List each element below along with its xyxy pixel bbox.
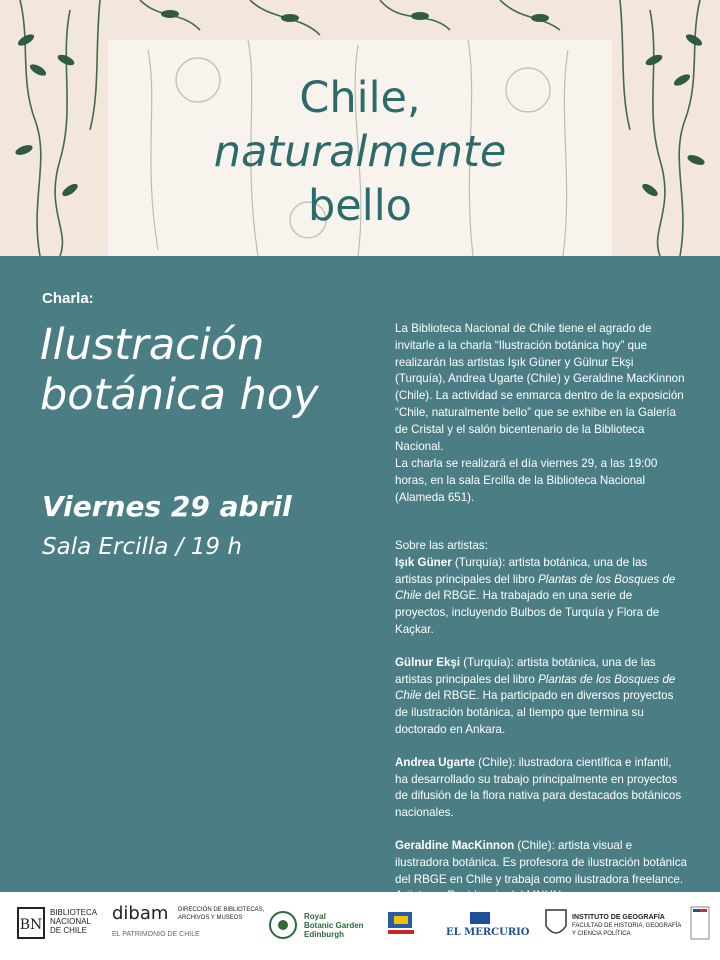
exhibition-title-line3: bello	[308, 181, 412, 231]
el-mercurio-icon	[470, 910, 490, 926]
event-venue: Sala Ercilla / 19 h	[42, 534, 242, 560]
artist-bio-text: : artista visual e ilustradora botánica. Es profesora de ilustración botánica del RBGE en Chile y trabaja como ilustradora freelance.	[395, 838, 687, 886]
sponsor-logo-icon	[386, 908, 416, 938]
artist-bio	[395, 655, 687, 739]
intro-paragraph: La Biblioteca Nacional de Chile tiene el agrado de invitarle a la charla “Ilustración botánica hoy” que realizarán las artistas Işık Güner y Gülnur Ekşi (Turquía), Andrea Ugarte (Chile) y Geraldine MacKinnon (Chile). La actividad se enmarca dentro de la exposición “Chile, naturalmente bello” que se exhibe en la Galería de Cristal y el salón bicentenario de la Biblioteca Nacional.	[395, 322, 685, 453]
rbge-logo-icon	[268, 910, 298, 940]
artist-name: Andrea Ugarte	[395, 755, 475, 769]
artists-heading: Sobre las artistas:	[395, 539, 488, 552]
dibam-tagline: EL PATRIMONIO DE CHILE	[112, 931, 200, 938]
sponsor-footer	[0, 892, 720, 960]
logo-text: DE CHILE	[50, 926, 87, 935]
artist-country: (Chile)	[474, 755, 513, 769]
logo-text: Botanic Garden	[304, 921, 364, 930]
logo-text: BIBLIOTECA	[50, 908, 98, 917]
artist-country: (Chile)	[514, 838, 552, 852]
logo-text: Y CIENCIA POLÍTICA	[572, 931, 631, 937]
artists-section	[395, 538, 687, 921]
biblioteca-nacional-logo	[50, 908, 97, 935]
talk-title	[40, 320, 319, 420]
logo-text: Royal	[304, 912, 326, 921]
artist-bio-text: del RBGE. Ha participado en diversos proyectos de ilustración botánica, al tiempo que termina su doctorado en Ankara.	[395, 689, 674, 736]
university-crest-icon	[544, 908, 568, 940]
rbge-logo	[304, 912, 364, 939]
el-mercurio-logo: EL MERCURIO	[446, 927, 530, 938]
book-title: Plantas de los Bosques de Chile	[395, 572, 676, 603]
book-title: Plantas de los Bosques de Chile	[395, 672, 676, 703]
artist-bio-text: : ilustradora científica e infantil, ha desarrollado su trabajo principalmente en proyectos de difusión de la flora nativa para destacados botánicos nacionales.	[395, 755, 682, 820]
artist-name: Geraldine MacKinnon	[395, 838, 515, 852]
exhibition-title-line1: Chile,	[299, 73, 421, 123]
logo-text: INSTITUTO DE GEOGRAFÍA	[572, 914, 665, 921]
svg-text:BN: BN	[19, 917, 43, 933]
logo-text: Edinburgh	[304, 930, 344, 939]
gobierno-chile-icon	[690, 906, 710, 940]
logo-text: ARCHIVOS Y MUSEOS	[178, 915, 243, 921]
logo-text: FACULTAD DE HISTORIA, GEOGRAFÍA	[572, 923, 682, 929]
logo-text: NACIONAL	[50, 917, 91, 926]
header-banner	[0, 0, 720, 256]
instituto-geografia-logo	[572, 914, 681, 938]
talk-title-line1: Ilustración	[40, 320, 265, 370]
biblioteca-nacional-logo-icon	[16, 906, 46, 940]
schedule-paragraph: La charla se realizará el día viernes 29, a las 19:00 horas, en la sala Ercilla de la Biblioteca Nacional (Alameda 651).	[395, 457, 658, 504]
logo-text: DIRECCIÓN DE BIBLIOTECAS,	[178, 907, 265, 913]
talk-title-line2: botánica hoy	[40, 370, 319, 420]
event-panel	[0, 256, 720, 892]
event-type-label: Charla:	[42, 290, 94, 307]
dibam-logo: dibam	[112, 903, 169, 924]
artist-country: (Turquía)	[460, 655, 511, 669]
dibam-description	[178, 906, 264, 922]
artist-bio-text: : artista botánica, una de las artistas principales del libro	[395, 655, 656, 686]
artist-name: Gülnur Ekşi	[395, 655, 461, 669]
event-date: Viernes 29 abril	[42, 490, 292, 523]
artist-bio-text: del RBGE. Ha trabajado en una serie de proyectos, incluyendo Bulbos de Turquía y Flora de Kaçkar.	[395, 589, 660, 636]
artist-bio	[395, 555, 687, 639]
artist-country: (Turquía)	[451, 555, 503, 569]
artist-bio-text: : artista botánica, una de las artistas principales del libro	[395, 555, 648, 586]
artist-bio	[395, 755, 687, 822]
artist-name: Işık Güner	[395, 555, 452, 569]
exhibition-title-line2: naturalmente	[213, 127, 507, 177]
